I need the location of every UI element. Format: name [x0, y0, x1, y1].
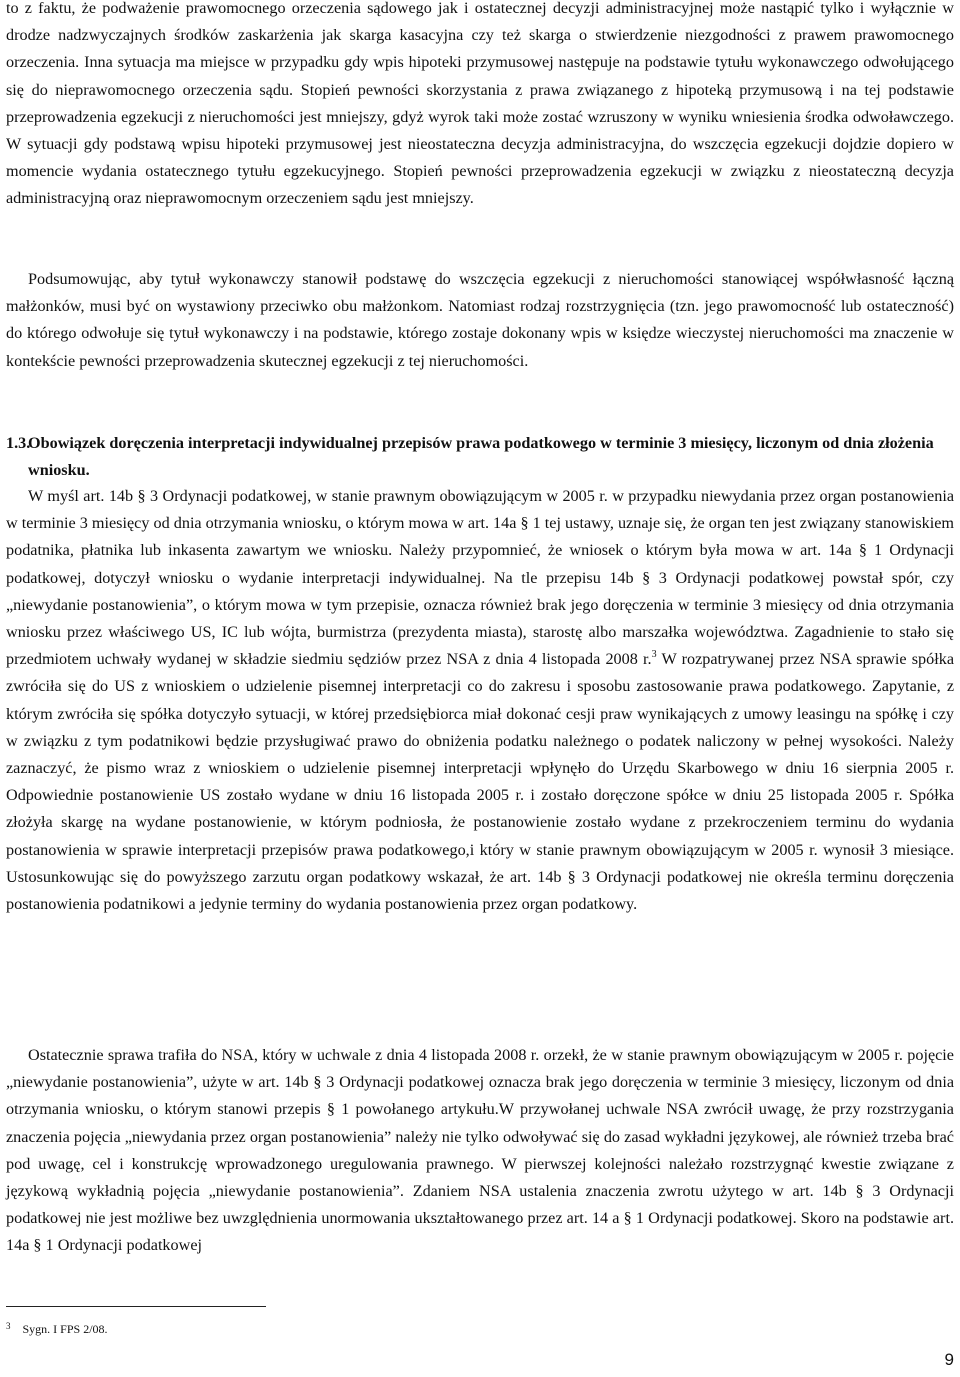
- footnote-separator: [6, 1306, 266, 1307]
- section-number: 1.3.: [6, 434, 31, 452]
- footnote-number: 3: [6, 1321, 11, 1331]
- page-number: 9: [944, 1350, 954, 1369]
- paragraph: [6, 483, 954, 918]
- paragraph: to z faktu, że podważenie prawomocnego orzeczenia sądowego jak i ostatecznej decyzji administracyjnej może nastąpić tylko i wyłącznie w drodze nadzwyczajnych środków zaskarżenia jak skarga kasacyjna czy też skarga o stwierdzenie niezgodności z prawem prawomocnego orzeczenia. Inna sytuacja ma miejsce w przypadku gdy wpis hipoteki przymusowej następuje na podstawie tytułu wykonawczego odwołującego się do nieprawomocnego orzeczenia sądu. Stopień pewności skorzystania z prawa związanego z hipoteką przymusową i na tej podstawie przeprowadzenia egzekucji z nieruchomości jest mniejszy, gdyż wyrok taki może zostać wzruszony w wyniku wniesienia środka odwoławczego. W sytuacji gdy podstawą wpisu hipoteki przymusowej jest nieostateczna decyzja administracyjna, do wszczęcia egzekucji dojdzie dopiero w momencie wydania ostatecznego tytułu egzekucyjnego. Stopień pewności przeprowadzenia egzekucji w związku z nieostateczną decyzja administracyjną oraz nieprawomocnym orzeczeniem sądu jest mniejszy.: [6, 0, 954, 208]
- paragraph: Ostatecznie sprawa trafiła do NSA, który w uchwale z dnia 4 listopada 2008 r. orzekł, że w stanie prawnym obowiązującym w 2005 r. pojęcie „niewydanie postanowienia”, użyte w art. 14b § 3 Ordynacji podatkowej oznacza brak jego doręczenia w terminie 3 miesięcy, liczonym od dnia otrzymania wniosku, o którym stanowi przepis § 1 powołanego artykułu.W przywołanej uchwale NSA zwrócił uwagę, że przy rozstrzygania znaczenia pojęcia „niewydania przez organ postanowienia” należy nie tylko odwoływać się do zasad wykładni językowej, ale również trzeba brać pod uwagę, cel i konstrukcję wprowadzonego uregulowania prawnego. W pierwszej kolejności należało rozstrzygnąć kwestie związane z językową wykładnią pojęcia „niewydanie postanowienia”. Zdaniem NSA ustalenia znaczenia zwrotu użytego w art. 14b § 3 Ordynacji podatkowej nie jest możliwe bez uwzględnienia unormowania ukształtowanego przez art. 14 a § 1 Ordynacji podatkowej. Skoro na podstawie art. 14a § 1 Ordynacji podatkowej: [6, 1046, 954, 1255]
- footnote-reference[interactable]: 3: [651, 649, 657, 661]
- paragraph-text: W myśl art. 14b § 3 Ordynacji podatkowej, w stanie prawnym obowiązującym w 2005 r. w przypadku niewydania przez organ postanowienia w terminie 3 miesięcy od dnia otrzymania wniosku, o którym mowa w art. 14a § 1 tej ustawy, uznaje się, że organ ten jest związany stanowiskiem podatnika, płatnika lub inkasenta zawartym we wniosku. Należy przypomnieć, że wniosek o którym była mowa w art. 14a § 1 Ordynacji podatkowej, dotyczył wniosku o wydanie interpretacji indywidualnej. Na tle przepisu 14b § 3 Ordynacji podatkowej powstał spór, czy „niewydanie postanowienia”, o którym mowa w tym przepisie, oznacza również brak jego doręczenia w terminie 3 miesięcy od dnia otrzymania wniosku przez właściwego US, IC lub wójta, burmistrza (prezydenta miasta), starostę albo marszałka województwa. Zagadnienie to stało się przedmiotem uchwały wydanej w składzie siedmiu sędziów przez NSA z dnia 4 listopada 2008 r.: [6, 487, 954, 669]
- section-title: Obowiązek doręczenia interpretacji indywidualnej przepisów prawa podatkowego w terminie 3 miesięcy, liczonym od dnia złożenia wniosku.: [28, 434, 934, 479]
- footnote: [6, 1318, 108, 1337]
- footnote-text: Sygn. I FPS 2/08.: [22, 1322, 108, 1336]
- section-heading: [6, 430, 954, 484]
- paragraph-text: W rozpatrywanej przez NSA sprawie spółka zwróciła się do US z wnioskiem o udzielenie pisemnej interpretacji co do zakresu i sposobu zastosowanie prawa podatkowego. Zapytanie, z którym zwróciła się spółka dotyczyło sytuacji, w której przedsiębiorca miał dokonać cesji praw wynikających z umowy leasingu na spółkę i czy w związku z tym podatnikowi będzie przysługiwać prawo do obniżenia podatku należnego o podatek naliczony w pełnej wysokości. Należy zaznaczyć, że pismo wraz z wnioskiem o udzielenie pisemnej interpretacji wpłynęło do Urzędu Skarbowego w dniu 16 sierpnia 2005 r. Odpowiednie postanowienie US zostało wydane w dniu 16 listopada 2005 r. i zostało doręczone spółce w dniu 25 listopada 2005 r. Spółka złożyła skargę na wydane postanowienie, w którym podniosła, że postanowienie zostało wydane z przekroczeniem terminu do wydania postanowienia w sprawie interpretacji przepisów prawa podatkowego,i który w stanie prawnym obowiązującym w 2005 r. wynosił 3 miesiące. Ustosunkowując się do powyższego zarzutu organ podatkowy wskazał, że art. 14b § 3 Ordynacji podatkowej nie określa terminu doręczenia postanowienia podatnikowi a jedynie terminy do wydania postanowienia przez organ podatkowy.: [6, 650, 954, 914]
- paragraph: Podsumowując, aby tytuł wykonawczy stanowił podstawę do wszczęcia egzekucji z nieruchomości stanowiącej współwłasność łączną małżonków, musi być on wystawiony przeciwko obu małżonkom. Natomiast rodzaj rozstrzygnięcia (tzn. jego prawomocność lub ostateczność) do którego odwołuje się tytuł wykonawczy i na podstawie, którego zostaje dokonany wpis w księdze wieczystej nieruchomości ma znaczenie w kontekście pewności przeprowadzenia skutecznej egzekucji z tej nieruchomości.: [6, 270, 954, 370]
